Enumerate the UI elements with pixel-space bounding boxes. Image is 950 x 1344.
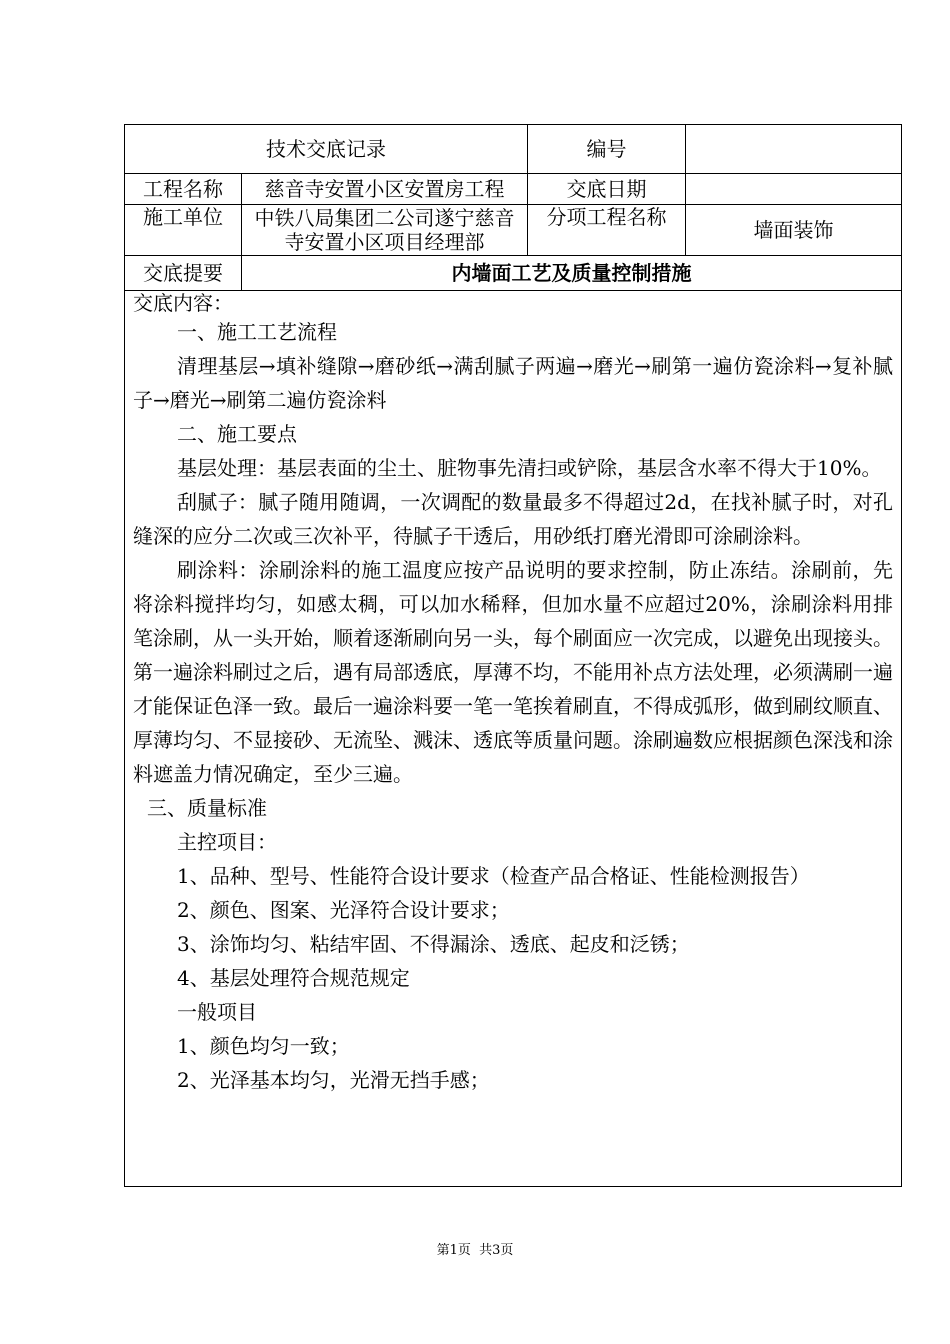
section-1-title: 一、施工工艺流程 — [177, 320, 337, 344]
general-items-title: 一般项目 — [177, 1000, 257, 1024]
project-name-value: 慈音寺安置小区安置房工程 — [242, 174, 528, 205]
subproject-label: 分项工程名称 — [528, 205, 686, 256]
page-footer — [0, 1242, 950, 1260]
section-2-paragraph-3: 刷涂料：涂刷涂料的施工温度应按产品说明的要求控制，防止冻结。涂刷前，先将涂料搅拌均匀，如感太稠，可以加水稀释，但加水量不应超过20%，涂刷涂料用排笔涂刷，从一头开始，顺着逐渐刷向另一头，每个刷面应一次完成，以避免出现接头。第一遍涂料刷过之后，遇有局部透底，厚薄不均，不能用补点方法处理，必须满刷一遍才能保证色泽一致。最后一遍涂料要一笔一笔挨着刷直，不得成弧形，做到刷纹顺直、厚薄均匀、不显接砂、无流坠、溅沫、透底等质量问题。涂刷遍数应根据颜色深浅和涂料遮盖力情况确定，至少三遍。 — [133, 558, 893, 786]
number-label: 编号 — [528, 125, 686, 174]
general-item: 1、颜色均匀一致； — [177, 1034, 350, 1058]
unit-value: 中铁八局集团二公司遂宁慈音寺安置小区项目经理部 — [242, 205, 528, 256]
subproject-value: 墙面装饰 — [686, 205, 902, 256]
section-3-title: 三、质量标准 — [147, 796, 267, 820]
page-total: 共3页 — [479, 1243, 514, 1258]
summary-label: 交底提要 — [125, 256, 242, 291]
unit-label: 施工单位 — [125, 205, 242, 256]
main-item: 4、基层处理符合规范规定 — [177, 966, 410, 990]
summary-value: 内墙面工艺及质量控制措施 — [242, 256, 902, 291]
date-value — [686, 174, 902, 205]
section-1-text: 清理基层→填补缝隙→磨砂纸→满刮腻子两遍→磨光→刷第一遍仿瓷涂料→复补腻子→磨光→刷第二遍仿瓷涂料 — [133, 354, 893, 412]
technical-disclosure-table — [124, 124, 902, 1187]
section-2-paragraph-2: 刮腻子：腻子随用随调，一次调配的数量最多不得超过2d，在找补腻子时，对孔缝深的应分二次或三次补平，待腻子干透后，用砂纸打磨光滑即可涂刷涂料。 — [133, 490, 893, 548]
main-item: 3、涂饰均匀、粘结牢固、不得漏涂、透底、起皮和泛锈； — [177, 932, 690, 956]
content-heading: 交底内容： — [133, 291, 233, 315]
project-name-label: 工程名称 — [125, 174, 242, 205]
main-item: 1、品种、型号、性能符合设计要求（检查产品合格证、性能检测报告） — [177, 864, 810, 888]
number-value — [686, 125, 902, 174]
page-number: 第1页 — [436, 1243, 471, 1258]
section-2-title: 二、施工要点 — [177, 422, 297, 446]
section-2-paragraph-1: 基层处理：基层表面的尘土、脏物事先清扫或铲除，基层含水率不得大于10%。 — [177, 456, 882, 480]
general-item: 2、光泽基本均匀，光滑无挡手感； — [177, 1068, 490, 1092]
record-title: 技术交底记录 — [125, 125, 528, 174]
main-items-title: 主控项目： — [177, 830, 277, 854]
date-label: 交底日期 — [528, 174, 686, 205]
main-item: 2、颜色、图案、光泽符合设计要求； — [177, 898, 510, 922]
disclosure-content — [125, 291, 902, 1187]
